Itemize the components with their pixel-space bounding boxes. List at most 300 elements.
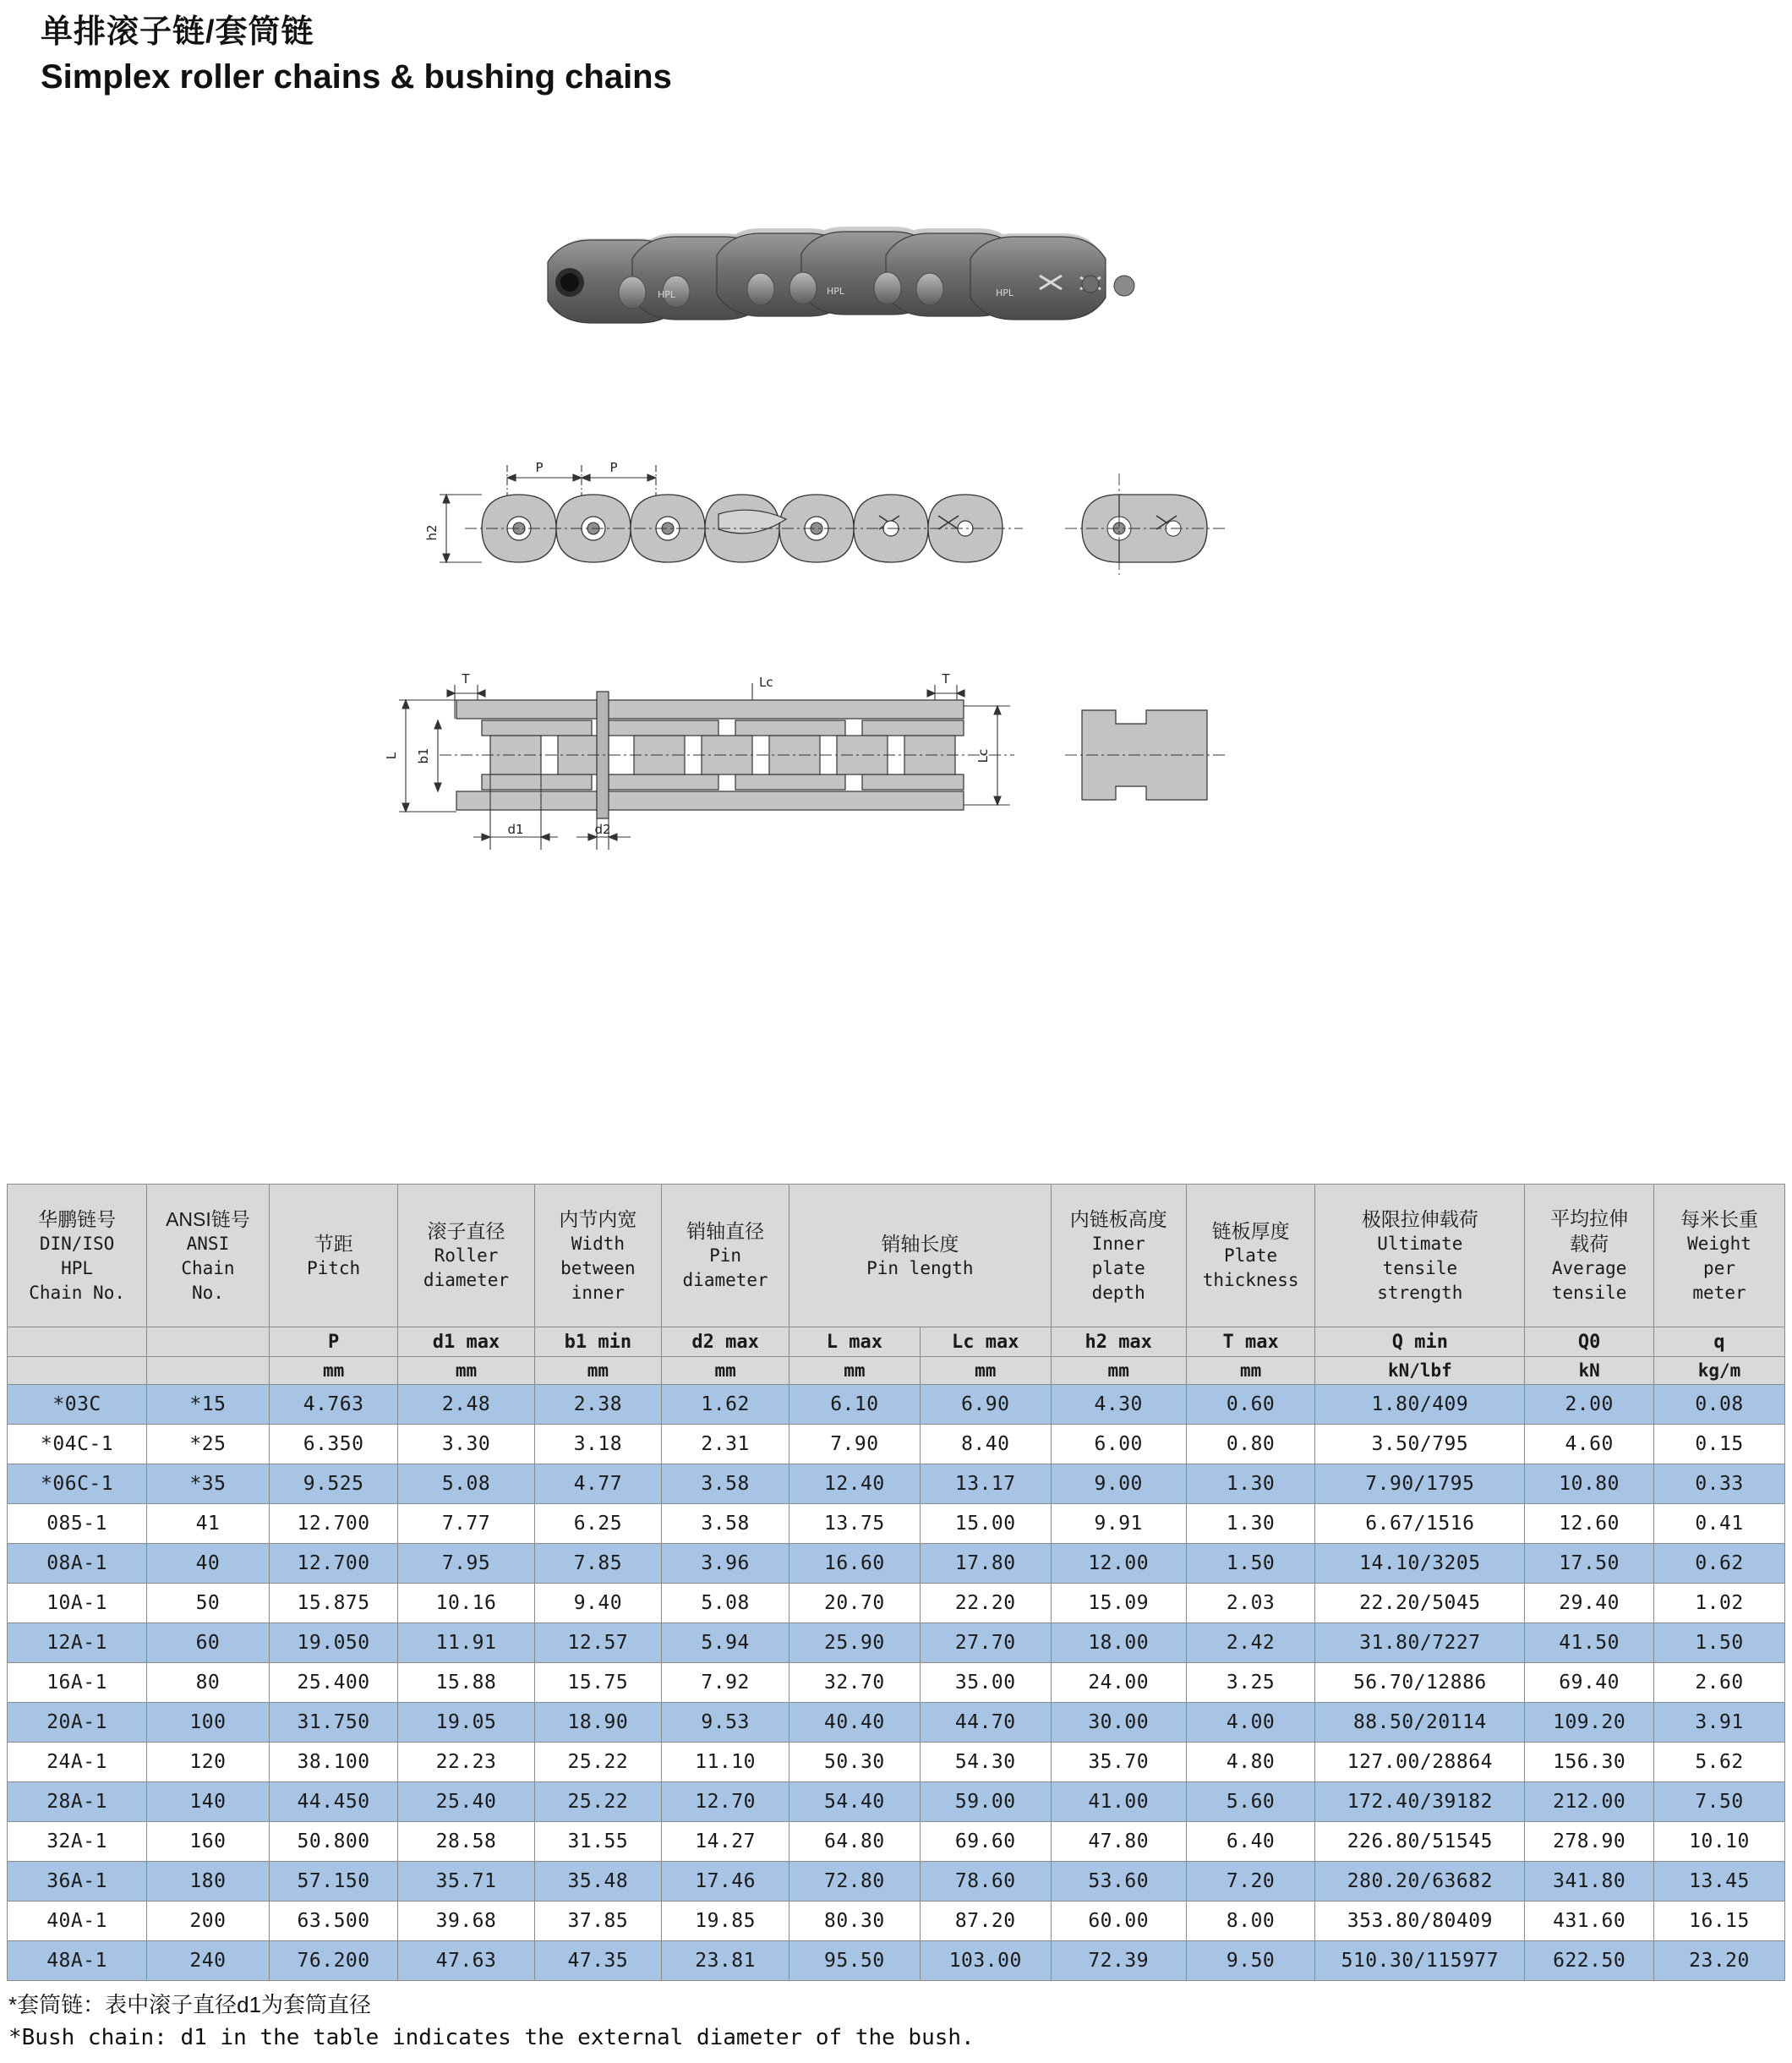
header-roller-en: Roller diameter — [423, 1245, 510, 1290]
header-pitch-cn: 节距 — [314, 1232, 353, 1255]
table-cell: 23.81 — [662, 1941, 789, 1981]
technical-drawing-side-view — [355, 448, 1454, 702]
header-width-en: Width between inner — [560, 1233, 636, 1303]
table-cell: 2.48 — [398, 1385, 534, 1425]
header-ansi-en: ANSI Chain No. — [181, 1233, 235, 1303]
table-cell: 08A-1 — [8, 1544, 147, 1584]
table-cell: 57.150 — [269, 1862, 398, 1902]
unit-pitch: mm — [269, 1357, 398, 1385]
table-cell: 24.00 — [1051, 1663, 1186, 1703]
table-cell: 59.00 — [920, 1782, 1051, 1822]
symbol-q0: Q0 — [1525, 1327, 1654, 1357]
table-cell: 10.16 — [398, 1584, 534, 1623]
table-cell: 15.09 — [1051, 1584, 1186, 1623]
svg-text:HPL: HPL — [827, 286, 845, 297]
symbol-t-max: T max — [1186, 1327, 1315, 1357]
table-cell: 17.50 — [1525, 1544, 1654, 1584]
table-cell: 31.55 — [534, 1822, 662, 1862]
header-pitch — [269, 1185, 398, 1327]
table-cell: 25.90 — [789, 1623, 920, 1663]
table-cell: 50.800 — [269, 1822, 398, 1862]
table-cell: 5.62 — [1654, 1743, 1785, 1782]
table-cell: 28.58 — [398, 1822, 534, 1862]
table-cell: 15.00 — [920, 1504, 1051, 1544]
table-cell: 1.02 — [1654, 1584, 1785, 1623]
table-cell: 17.46 — [662, 1862, 789, 1902]
table-cell: 88.50/20114 — [1315, 1703, 1525, 1743]
table-cell: 160 — [147, 1822, 270, 1862]
header-hpl-chain-no — [8, 1185, 147, 1327]
table-cell: 0.15 — [1654, 1425, 1785, 1464]
table-cell: 32A-1 — [8, 1822, 147, 1862]
header-roller-cn: 滚子直径 — [427, 1220, 505, 1242]
table-cell: 156.30 — [1525, 1743, 1654, 1782]
header-pin-dia-en: Pin diameter — [682, 1245, 768, 1290]
table-cell: 10.80 — [1525, 1464, 1654, 1504]
table-row — [8, 1425, 1785, 1464]
table-cell: 6.10 — [789, 1385, 920, 1425]
header-weight-cn: 每米长重 — [1680, 1207, 1759, 1230]
table-cell: 40.40 — [789, 1703, 920, 1743]
table-cell: 085-1 — [8, 1504, 147, 1544]
table-cell: 4.763 — [269, 1385, 398, 1425]
table-cell: 16.15 — [1654, 1902, 1785, 1941]
table-cell: 7.92 — [662, 1663, 789, 1703]
table-cell: *03C — [8, 1385, 147, 1425]
table-cell: 23.20 — [1654, 1941, 1785, 1981]
table-cell: 226.80/51545 — [1315, 1822, 1525, 1862]
header-plate-thickness — [1186, 1185, 1315, 1327]
table-cell: 240 — [147, 1941, 270, 1981]
chain-product-photo — [533, 211, 1158, 364]
table-cell: 17.80 — [920, 1544, 1051, 1584]
header-plate-thick-en: Plate thickness — [1202, 1245, 1299, 1290]
table-cell: 4.80 — [1186, 1743, 1315, 1782]
table-cell: 341.80 — [1525, 1862, 1654, 1902]
table-cell: 9.91 — [1051, 1504, 1186, 1544]
table-row — [8, 1584, 1785, 1623]
table-row — [8, 1822, 1785, 1862]
table-cell: 9.50 — [1186, 1941, 1315, 1981]
table-row — [8, 1703, 1785, 1743]
table-cell: 12.70 — [662, 1782, 789, 1822]
table-cell: 9.00 — [1051, 1464, 1186, 1504]
table-cell: 1.30 — [1186, 1464, 1315, 1504]
unit-t-max: mm — [1186, 1357, 1315, 1385]
header-ansi-cn: ANSI链号 — [166, 1207, 250, 1230]
table-cell: 12.60 — [1525, 1504, 1654, 1544]
unit-width: mm — [534, 1357, 662, 1385]
header-pin-length-cn: 销轴长度 — [881, 1232, 959, 1255]
table-cell: 5.94 — [662, 1623, 789, 1663]
table-row — [8, 1385, 1785, 1425]
table-cell: 35.70 — [1051, 1743, 1186, 1782]
header-width-cn: 内节内宽 — [559, 1207, 637, 1230]
table-cell: 13.75 — [789, 1504, 920, 1544]
header-ultimate-cn: 极限拉伸载荷 — [1361, 1207, 1478, 1230]
table-cell: 0.41 — [1654, 1504, 1785, 1544]
table-cell: 16A-1 — [8, 1663, 147, 1703]
table-cell: 4.00 — [1186, 1703, 1315, 1743]
header-pin-dia-cn: 销轴直径 — [686, 1220, 765, 1242]
table-cell: 6.40 — [1186, 1822, 1315, 1862]
table-cell: 3.30 — [398, 1425, 534, 1464]
header-ansi-chain-no — [147, 1185, 270, 1327]
table-cell: 5.08 — [398, 1464, 534, 1504]
table-cell: 20.70 — [789, 1584, 920, 1623]
table-cell: 14.10/3205 — [1315, 1544, 1525, 1584]
table-cell: 40 — [147, 1544, 270, 1584]
table-cell: 50.30 — [789, 1743, 920, 1782]
unit-hpl — [8, 1357, 147, 1385]
table-cell: 40A-1 — [8, 1902, 147, 1941]
table-cell: 78.60 — [920, 1862, 1051, 1902]
table-row — [8, 1464, 1785, 1504]
table-cell: 28A-1 — [8, 1782, 147, 1822]
table-cell: 2.00 — [1525, 1385, 1654, 1425]
table-cell: 3.58 — [662, 1464, 789, 1504]
header-pin-diameter — [662, 1185, 789, 1327]
specification-table-wrapper — [7, 1184, 1785, 1981]
header-weight-per-meter — [1654, 1185, 1785, 1327]
symbol-q-min: Q min — [1315, 1327, 1525, 1357]
table-cell: 353.80/80409 — [1315, 1902, 1525, 1941]
table-cell: 0.33 — [1654, 1464, 1785, 1504]
table-cell: 22.23 — [398, 1743, 534, 1782]
table-cell: 9.525 — [269, 1464, 398, 1504]
specification-table-body — [8, 1385, 1785, 1981]
table-cell: 47.63 — [398, 1941, 534, 1981]
table-cell: 19.85 — [662, 1902, 789, 1941]
dim-label-lc-top: Lc — [759, 675, 773, 690]
table-cell: 1.50 — [1186, 1544, 1315, 1584]
table-cell: 8.40 — [920, 1425, 1051, 1464]
table-cell: 140 — [147, 1782, 270, 1822]
table-row — [8, 1504, 1785, 1544]
table-cell: 12.57 — [534, 1623, 662, 1663]
dim-label-t2: T — [942, 671, 950, 687]
table-cell: 64.80 — [789, 1822, 920, 1862]
table-cell: 120 — [147, 1743, 270, 1782]
table-cell: 7.90/1795 — [1315, 1464, 1525, 1504]
unit-ansi — [147, 1357, 270, 1385]
table-cell: 63.500 — [269, 1902, 398, 1941]
table-cell: 1.80/409 — [1315, 1385, 1525, 1425]
table-row — [8, 1663, 1785, 1703]
table-cell: 29.40 — [1525, 1584, 1654, 1623]
table-cell: 60 — [147, 1623, 270, 1663]
table-cell: 172.40/39182 — [1315, 1782, 1525, 1822]
table-cell: 38.100 — [269, 1743, 398, 1782]
table-cell: 431.60 — [1525, 1902, 1654, 1941]
table-cell: 48A-1 — [8, 1941, 147, 1981]
table-header-main-row — [8, 1185, 1785, 1327]
table-cell: 2.31 — [662, 1425, 789, 1464]
table-cell: 11.10 — [662, 1743, 789, 1782]
header-inner-plate-cn: 内链板高度 — [1069, 1207, 1167, 1230]
unit-h2-max: mm — [1051, 1357, 1186, 1385]
table-cell: 7.20 — [1186, 1862, 1315, 1902]
table-cell: 25.22 — [534, 1743, 662, 1782]
table-row — [8, 1902, 1785, 1941]
table-cell: 4.60 — [1525, 1425, 1654, 1464]
table-cell: 6.00 — [1051, 1425, 1186, 1464]
table-cell: 25.40 — [398, 1782, 534, 1822]
specification-table — [7, 1184, 1785, 1981]
table-cell: 27.70 — [920, 1623, 1051, 1663]
table-cell: 12A-1 — [8, 1623, 147, 1663]
table-cell: 3.91 — [1654, 1703, 1785, 1743]
table-cell: 12.00 — [1051, 1544, 1186, 1584]
page-title-english: Simplex roller chains & bushing chains — [41, 58, 672, 96]
table-cell: 100 — [147, 1703, 270, 1743]
table-cell: 109.20 — [1525, 1703, 1654, 1743]
technical-drawing-top-view — [355, 668, 1454, 879]
symbol-hpl — [8, 1327, 147, 1357]
symbol-lc-max: Lc max — [920, 1327, 1051, 1357]
table-cell: 200 — [147, 1902, 270, 1941]
table-cell: 47.80 — [1051, 1822, 1186, 1862]
header-plate-thick-cn: 链板厚度 — [1211, 1220, 1290, 1242]
table-cell: 76.200 — [269, 1941, 398, 1981]
table-cell: 3.96 — [662, 1544, 789, 1584]
table-cell: 11.91 — [398, 1623, 534, 1663]
symbol-l-max: L max — [789, 1327, 920, 1357]
dim-label-h2: h2 — [424, 524, 440, 541]
table-cell: 3.25 — [1186, 1663, 1315, 1703]
table-cell: 39.68 — [398, 1902, 534, 1941]
table-cell: 50 — [147, 1584, 270, 1623]
table-cell: 95.50 — [789, 1941, 920, 1981]
table-cell: 9.53 — [662, 1703, 789, 1743]
table-cell: 7.95 — [398, 1544, 534, 1584]
table-row — [8, 1782, 1785, 1822]
table-cell: 15.88 — [398, 1663, 534, 1703]
table-cell: 7.90 — [789, 1425, 920, 1464]
table-cell: 12.40 — [789, 1464, 920, 1504]
table-cell: 19.050 — [269, 1623, 398, 1663]
table-cell: 35.71 — [398, 1862, 534, 1902]
table-cell: *35 — [147, 1464, 270, 1504]
header-hpl-cn: 华鹏链号 — [38, 1207, 117, 1230]
table-cell: 212.00 — [1525, 1782, 1654, 1822]
table-cell: 25.400 — [269, 1663, 398, 1703]
table-cell: 31.750 — [269, 1703, 398, 1743]
dim-label-p1: P — [535, 460, 544, 475]
symbol-roller-diameter: d1 max — [398, 1327, 534, 1357]
table-cell: 72.80 — [789, 1862, 920, 1902]
symbol-q-weight: q — [1654, 1327, 1785, 1357]
table-cell: 0.62 — [1654, 1544, 1785, 1584]
header-width-between-inner — [534, 1185, 662, 1327]
table-cell: 3.18 — [534, 1425, 662, 1464]
header-roller-diameter — [398, 1185, 534, 1327]
symbol-width: b1 min — [534, 1327, 662, 1357]
unit-pin-diameter: mm — [662, 1357, 789, 1385]
unit-lc-max: mm — [920, 1357, 1051, 1385]
page-title-block — [41, 10, 672, 100]
table-cell: 7.50 — [1654, 1782, 1785, 1822]
table-cell: 2.42 — [1186, 1623, 1315, 1663]
table-cell: 22.20/5045 — [1315, 1584, 1525, 1623]
table-cell: 2.03 — [1186, 1584, 1315, 1623]
unit-q0: kN — [1525, 1357, 1654, 1385]
table-cell: 47.35 — [534, 1941, 662, 1981]
table-cell: 18.90 — [534, 1703, 662, 1743]
table-cell: 7.77 — [398, 1504, 534, 1544]
table-cell: 15.875 — [269, 1584, 398, 1623]
table-cell: 19.05 — [398, 1703, 534, 1743]
table-cell: 16.60 — [789, 1544, 920, 1584]
header-pin-length — [789, 1185, 1051, 1327]
header-average-cn: 平均拉伸 载荷 — [1550, 1207, 1629, 1255]
table-cell: 69.60 — [920, 1822, 1051, 1862]
symbol-pin-diameter: d2 max — [662, 1327, 789, 1357]
table-cell: *04C-1 — [8, 1425, 147, 1464]
unit-l-max: mm — [789, 1357, 920, 1385]
dim-label-b1: b1 — [416, 747, 431, 764]
table-cell: 2.60 — [1654, 1663, 1785, 1703]
table-cell: 53.60 — [1051, 1862, 1186, 1902]
table-cell: 56.70/12886 — [1315, 1663, 1525, 1703]
table-cell: 60.00 — [1051, 1902, 1186, 1941]
table-cell: 69.40 — [1525, 1663, 1654, 1703]
table-cell: 35.48 — [534, 1862, 662, 1902]
table-cell: 13.45 — [1654, 1862, 1785, 1902]
table-header-unit-row — [8, 1357, 1785, 1385]
table-cell: 20A-1 — [8, 1703, 147, 1743]
table-cell: *15 — [147, 1385, 270, 1425]
table-cell: 510.30/115977 — [1315, 1941, 1525, 1981]
table-row — [8, 1941, 1785, 1981]
symbol-ansi — [147, 1327, 270, 1357]
table-cell: 12.700 — [269, 1504, 398, 1544]
table-cell: 6.25 — [534, 1504, 662, 1544]
symbol-pitch: P — [269, 1327, 398, 1357]
table-cell: 280.20/63682 — [1315, 1862, 1525, 1902]
table-cell: 41.50 — [1525, 1623, 1654, 1663]
table-cell: 0.08 — [1654, 1385, 1785, 1425]
dim-label-lc-right: Lc — [975, 748, 991, 763]
table-row — [8, 1862, 1785, 1902]
table-cell: 44.70 — [920, 1703, 1051, 1743]
table-cell: 180 — [147, 1862, 270, 1902]
table-cell: 12.700 — [269, 1544, 398, 1584]
unit-q-weight: kg/m — [1654, 1357, 1785, 1385]
table-cell: 6.90 — [920, 1385, 1051, 1425]
table-cell: 3.50/795 — [1315, 1425, 1525, 1464]
table-cell: 4.30 — [1051, 1385, 1186, 1425]
table-row — [8, 1743, 1785, 1782]
dim-label-p2: P — [609, 460, 618, 475]
table-cell: 2.38 — [534, 1385, 662, 1425]
footnote-chinese: *套筒链：表中滚子直径d1为套筒直径 — [8, 1992, 372, 2017]
table-cell: 54.30 — [920, 1743, 1051, 1782]
table-cell: 37.85 — [534, 1902, 662, 1941]
table-cell: 80.30 — [789, 1902, 920, 1941]
svg-text:HPL: HPL — [996, 287, 1014, 298]
table-cell: 24A-1 — [8, 1743, 147, 1782]
table-cell: 41 — [147, 1504, 270, 1544]
footnotes-block — [8, 1989, 1699, 2055]
table-cell: 127.00/28864 — [1315, 1743, 1525, 1782]
table-cell: 13.17 — [920, 1464, 1051, 1504]
table-cell: 87.20 — [920, 1902, 1051, 1941]
header-inner-plate-en: Inner plate depth — [1091, 1233, 1145, 1303]
table-cell: 6.350 — [269, 1425, 398, 1464]
table-cell: 41.00 — [1051, 1782, 1186, 1822]
table-cell: 7.85 — [534, 1544, 662, 1584]
table-cell: 278.90 — [1525, 1822, 1654, 1862]
table-cell: 10A-1 — [8, 1584, 147, 1623]
footnote-english: *Bush chain: d1 in the table indicates the external diameter of the bush. — [8, 2025, 975, 2050]
dim-label-t1: T — [462, 671, 470, 687]
header-hpl-en: DIN/ISO HPL Chain No. — [29, 1233, 125, 1303]
table-cell: 1.30 — [1186, 1504, 1315, 1544]
header-pin-length-en: Pin length — [866, 1257, 974, 1278]
table-cell: 9.40 — [534, 1584, 662, 1623]
header-inner-plate-depth — [1051, 1185, 1186, 1327]
table-cell: 1.62 — [662, 1385, 789, 1425]
table-cell: 8.00 — [1186, 1902, 1315, 1941]
table-cell: *06C-1 — [8, 1464, 147, 1504]
table-cell: 54.40 — [789, 1782, 920, 1822]
table-cell: 32.70 — [789, 1663, 920, 1703]
table-cell: 15.75 — [534, 1663, 662, 1703]
unit-q-min: kN/lbf — [1315, 1357, 1525, 1385]
photo-brand-mark: HPL — [658, 289, 676, 300]
table-cell: 14.27 — [662, 1822, 789, 1862]
unit-roller-diameter: mm — [398, 1357, 534, 1385]
page-title-chinese: 单排滚子链/套筒链 — [41, 14, 314, 50]
header-ultimate-en: Ultimate tensile strength — [1377, 1233, 1463, 1303]
table-row — [8, 1544, 1785, 1584]
symbol-h2-max: h2 max — [1051, 1327, 1186, 1357]
table-cell: 103.00 — [920, 1941, 1051, 1981]
table-cell: 3.58 — [662, 1504, 789, 1544]
header-weight-en: Weight per meter — [1687, 1233, 1751, 1303]
table-cell: 0.60 — [1186, 1385, 1315, 1425]
table-cell: 80 — [147, 1663, 270, 1703]
dim-label-d1: d1 — [507, 822, 524, 837]
dim-label-l: L — [384, 752, 399, 760]
table-cell: 22.20 — [920, 1584, 1051, 1623]
table-cell: 18.00 — [1051, 1623, 1186, 1663]
dim-label-d2: d2 — [594, 822, 611, 837]
table-cell: 6.67/1516 — [1315, 1504, 1525, 1544]
table-cell: 25.22 — [534, 1782, 662, 1822]
table-cell: 31.80/7227 — [1315, 1623, 1525, 1663]
table-cell: 5.60 — [1186, 1782, 1315, 1822]
table-cell: 5.08 — [662, 1584, 789, 1623]
table-cell: 4.77 — [534, 1464, 662, 1504]
table-header-symbol-row — [8, 1327, 1785, 1357]
table-cell: 44.450 — [269, 1782, 398, 1822]
header-ultimate-tensile — [1315, 1185, 1525, 1327]
header-average-en: Average tensile — [1551, 1258, 1627, 1303]
table-cell: 0.80 — [1186, 1425, 1315, 1464]
table-cell: 72.39 — [1051, 1941, 1186, 1981]
table-cell: 10.10 — [1654, 1822, 1785, 1862]
table-cell: *25 — [147, 1425, 270, 1464]
table-row — [8, 1623, 1785, 1663]
header-pitch-en: Pitch — [306, 1257, 361, 1278]
table-cell: 622.50 — [1525, 1941, 1654, 1981]
table-cell: 36A-1 — [8, 1862, 147, 1902]
table-cell: 30.00 — [1051, 1703, 1186, 1743]
header-average-tensile — [1525, 1185, 1654, 1327]
table-cell: 35.00 — [920, 1663, 1051, 1703]
